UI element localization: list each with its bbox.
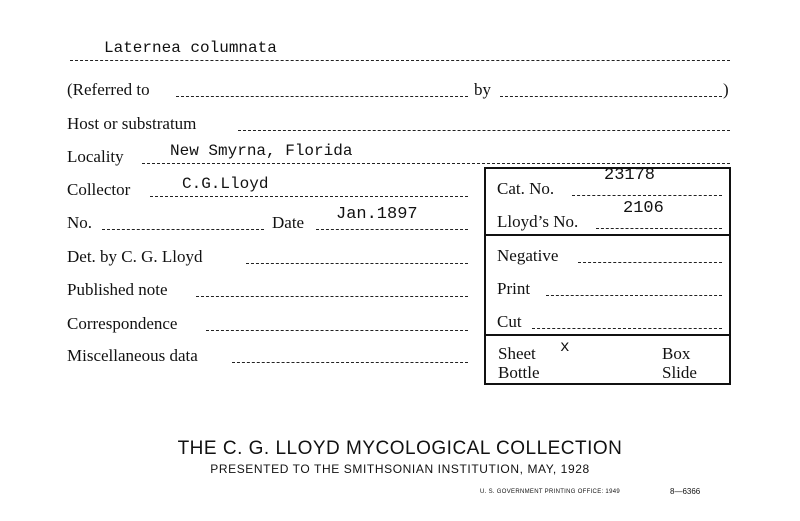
cat-no-label: Cat. No. bbox=[497, 179, 555, 198]
correspondence-label: Correspondence bbox=[67, 314, 178, 333]
correspondence-line bbox=[206, 330, 468, 331]
catalog-box-right-border bbox=[729, 167, 731, 385]
print-line bbox=[546, 295, 722, 296]
close-paren: ) bbox=[723, 80, 729, 99]
no-label: No. bbox=[67, 213, 93, 232]
published-note-label: Published note bbox=[67, 280, 168, 299]
host-label: Host or substratum bbox=[67, 114, 197, 133]
species-line bbox=[70, 60, 730, 61]
cat-no-line bbox=[572, 195, 722, 196]
catalog-box-left-border bbox=[484, 167, 486, 385]
negative-line bbox=[578, 262, 722, 263]
cut-label: Cut bbox=[497, 312, 522, 331]
catalog-box-bottom-border bbox=[486, 383, 730, 385]
referred-to-label: (Referred to bbox=[67, 80, 150, 99]
det-by-line bbox=[246, 263, 468, 264]
bottle-label: Bottle bbox=[498, 363, 540, 382]
by-line bbox=[500, 96, 722, 97]
sheet-label: Sheet bbox=[498, 344, 536, 363]
host-line bbox=[238, 130, 730, 131]
det-by-label: Det. by C. G. Lloyd bbox=[67, 247, 203, 266]
lloyds-no-label: Lloyd’s No. bbox=[497, 212, 579, 231]
negative-label: Negative bbox=[497, 246, 559, 265]
date-value: Jan.1897 bbox=[336, 205, 418, 224]
collector-line bbox=[150, 196, 468, 197]
print-label: Print bbox=[497, 279, 531, 298]
misc-data-label: Miscellaneous data bbox=[67, 346, 198, 365]
published-note-line bbox=[196, 296, 468, 297]
collection-title: THE C. G. LLOYD MYCOLOGICAL COLLECTION bbox=[177, 438, 623, 459]
locality-line bbox=[142, 163, 730, 164]
form-number: 8—6366 bbox=[670, 487, 701, 496]
lloyds-no-line bbox=[596, 228, 722, 229]
collector-label: Collector bbox=[67, 180, 131, 199]
cut-line bbox=[532, 328, 722, 329]
locality-value: New Smyrna, Florida bbox=[170, 142, 353, 160]
date-label: Date bbox=[272, 213, 305, 232]
box-label: Box bbox=[662, 344, 691, 363]
no-line bbox=[102, 229, 264, 230]
referred-to-line bbox=[176, 96, 468, 97]
species-name: Laternea columnata bbox=[104, 39, 277, 57]
catalog-box-divider-1 bbox=[486, 234, 730, 236]
cat-no-value: 23178 bbox=[604, 166, 656, 185]
sheet-mark: x bbox=[560, 338, 570, 356]
printer-note: U. S. GOVERNMENT PRINTING OFFICE: 1949 bbox=[480, 489, 620, 495]
collector-value: C.G.Lloyd bbox=[182, 175, 269, 193]
date-line bbox=[316, 229, 468, 230]
collection-subtitle: PRESENTED TO THE SMITHSONIAN INSTITUTION, MAY, 1928 bbox=[210, 462, 590, 476]
locality-label: Locality bbox=[67, 147, 124, 166]
lloyds-no-value: 2106 bbox=[623, 199, 664, 218]
slide-label: Slide bbox=[662, 363, 697, 382]
misc-data-line bbox=[232, 362, 468, 363]
catalog-box-divider-2 bbox=[486, 334, 730, 336]
by-label: by bbox=[474, 80, 491, 99]
